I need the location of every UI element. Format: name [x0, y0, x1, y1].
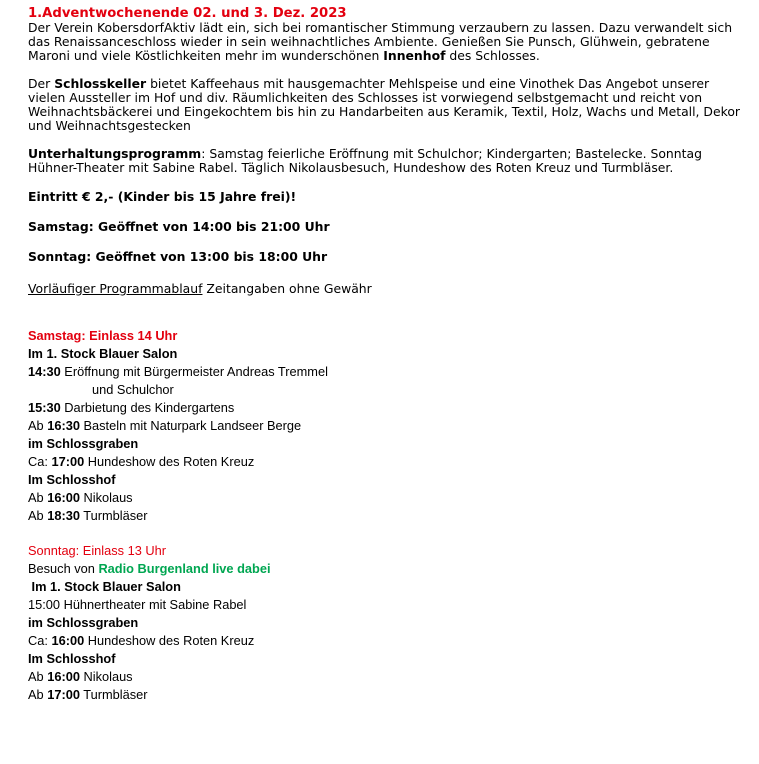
- intro-paragraph: [28, 21, 750, 63]
- program-text: : Samstag feierliche Eröffnung mit Schulchor; Kindergarten; Bastelecke. Sonntag Hühner-Theater mit Sabine Rabel. Täglich Nikolausbesuch, Hundeshow des Roten Kreuz und Turmbläser.: [28, 146, 702, 175]
- program-link[interactable]: Vorläufiger Programmablauf: [28, 281, 203, 296]
- event-title: 1.Adventwochenende 02. und 3. Dez. 2023: [28, 6, 347, 21]
- intro-text: Der Verein KobersdorfAktiv lädt ein, sich bei romantischer Stimmung verzaubern zu lassen. Dazu verwandelt sich das Renaissanceschloss wieder in sein weihnachtliches Ambiente. Genießen Sie Punsch, Glühwein, gebratene Maroni und viele Köstlichkeiten mehr im wunderschönen: [28, 20, 733, 63]
- intro-end: des Schlosses.: [445, 48, 540, 63]
- keller-pre: Der: [28, 76, 55, 91]
- prelim-line: [28, 281, 750, 297]
- location-label: Im Schlosshof: [28, 472, 116, 487]
- radio-visit: Besuch von Radio Burgenland live dabei: [28, 561, 271, 576]
- sunday-heading: Sonntag: Einlass 13 Uhr: [28, 543, 167, 558]
- radio-name: Radio Burgenland live dabei: [98, 561, 271, 576]
- sunday-schedule: [28, 542, 750, 704]
- schedule-item: Ab 16:30 Basteln mit Naturpark Landseer Berge: [28, 418, 302, 433]
- location-label: im Schlossgraben: [28, 615, 139, 630]
- schedule-item: 15:00 Hühnertheater mit Sabine Rabel: [28, 597, 247, 612]
- location-label: Im 1. Stock Blauer Salon: [28, 579, 181, 594]
- schedule-item: Ab 17:00 Turmbläser: [28, 687, 148, 702]
- saturday-schedule: [28, 327, 750, 525]
- saturday-heading: Samstag: Einlass 14 Uhr: [28, 328, 178, 343]
- schedule-item: Ca: 16:00 Hundeshow des Roten Kreuz: [28, 633, 255, 648]
- schedule-item: Ab 18:30 Turmbläser: [28, 508, 148, 523]
- schedule-item: Ca: 17:00 Hundeshow des Roten Kreuz: [28, 454, 255, 469]
- intro-bold: Innenhof: [383, 48, 446, 63]
- schedule-item: Ab 16:00 Nikolaus: [28, 669, 133, 684]
- program-bold: Unterhaltungsprogramm: [28, 146, 202, 161]
- keller-text: bietet Kaffeehaus mit hausgemachter Mehlspeise und eine Vinothek Das Angebot unserer vielen Aussteller im Hof und div. Räumlichkeiten des Schlosses ist vorwiegend selbstgemacht und reicht von Weihnachtsbäckerei und Eingekochtem bis hin zu Handarbeiten aus Keramik, Textil, Holz, Wachs und Metall, Dekor und Weihnachtsgestecken: [28, 76, 741, 133]
- location-label: Im Schlosshof: [28, 651, 116, 666]
- prelim-note: Zeitangaben ohne Gewähr: [202, 281, 372, 296]
- saturday-hours: Samstag: Geöffnet von 14:00 bis 21:00 Uhr: [28, 219, 330, 234]
- schedule-item: 15:30 Darbietung des Kindergartens: [28, 400, 235, 415]
- program-paragraph: [28, 147, 750, 175]
- keller-paragraph: [28, 77, 750, 133]
- schedule-item: Ab 16:00 Nikolaus: [28, 490, 133, 505]
- keller-bold: Schlosskeller: [54, 76, 147, 91]
- schedule-item: 14:30 Eröffnung mit Bürgermeister Andreas Tremmel: [28, 364, 328, 379]
- document: [28, 6, 750, 704]
- schedule-item-continued: und Schulchor: [92, 382, 174, 397]
- location-label: im Schlossgraben: [28, 436, 139, 451]
- location-label: Im 1. Stock Blauer Salon: [28, 346, 178, 361]
- sunday-hours: Sonntag: Geöffnet von 13:00 bis 18:00 Uhr: [28, 249, 328, 264]
- entry-fee: Eintritt € 2,- (Kinder bis 15 Jahre frei)!: [28, 189, 297, 204]
